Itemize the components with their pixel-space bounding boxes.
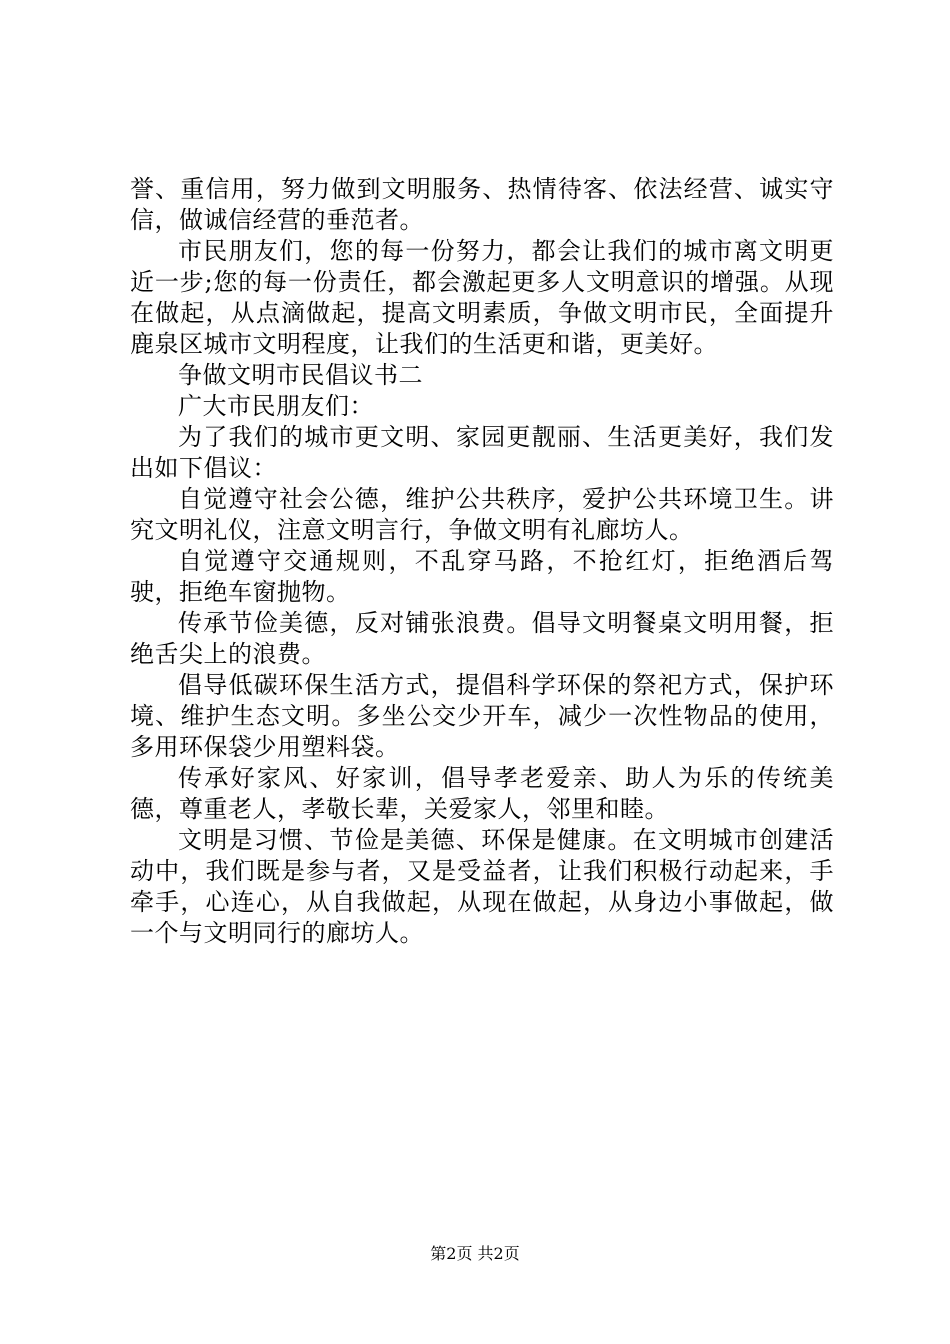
document-body	[130, 174, 834, 949]
paragraph-8: 传承节俭美德，反对铺张浪费。倡导文明餐桌文明用餐，拒绝舌尖上的浪费。	[130, 609, 834, 668]
paragraph-7: 自觉遵守交通规则，不乱穿马路，不抢红灯，拒绝酒后驾驶，拒绝车窗抛物。	[130, 547, 834, 606]
paragraph-5: 为了我们的城市更文明、家园更靓丽、生活更美好，我们发出如下倡议：	[130, 423, 834, 482]
paragraph-6: 自觉遵守社会公德，维护公共秩序，爱护公共环境卫生。讲究文明礼仪，注意文明言行，争做文明有礼廊坊人。	[130, 485, 834, 544]
page-number: 第2页 共2页	[430, 1244, 520, 1263]
salutation: 广大市民朋友们：	[178, 392, 374, 420]
page-footer	[0, 1244, 950, 1264]
paragraph-1: 誉、重信用，努力做到文明服务、热情待客、依法经营、诚实守信，做诚信经营的垂范者。	[130, 175, 834, 234]
paragraph-9: 倡导低碳环保生活方式，提倡科学环保的祭祀方式，保护环境、维护生态文明。多坐公交少开车，减少一次性物品的使用，多用环保袋少用塑料袋。	[130, 671, 834, 761]
paragraph-10: 传承好家风、好家训，倡导孝老爱亲、助人为乐的传统美德，尊重老人，孝敬长辈，关爱家人，邻里和睦。	[130, 764, 834, 823]
paragraph-2: 市民朋友们，您的每一份努力，都会让我们的城市离文明更近一步;您的每一份责任，都会激起更多人文明意识的增强。从现在做起，从点滴做起，提高文明素质，争做文明市民，全面提升鹿泉区城市文明程度，让我们的生活更和谐，更美好。	[130, 237, 834, 358]
paragraph-11: 文明是习惯、节俭是美德、环保是健康。在文明城市创建活动中，我们既是参与者，又是受益者，让我们积极行动起来，手牵手，心连心，从自我做起，从现在做起，从身边小事做起，做一个与文明同行的廊坊人。	[130, 826, 834, 947]
section-title: 争做文明市民倡议书二	[178, 361, 423, 389]
